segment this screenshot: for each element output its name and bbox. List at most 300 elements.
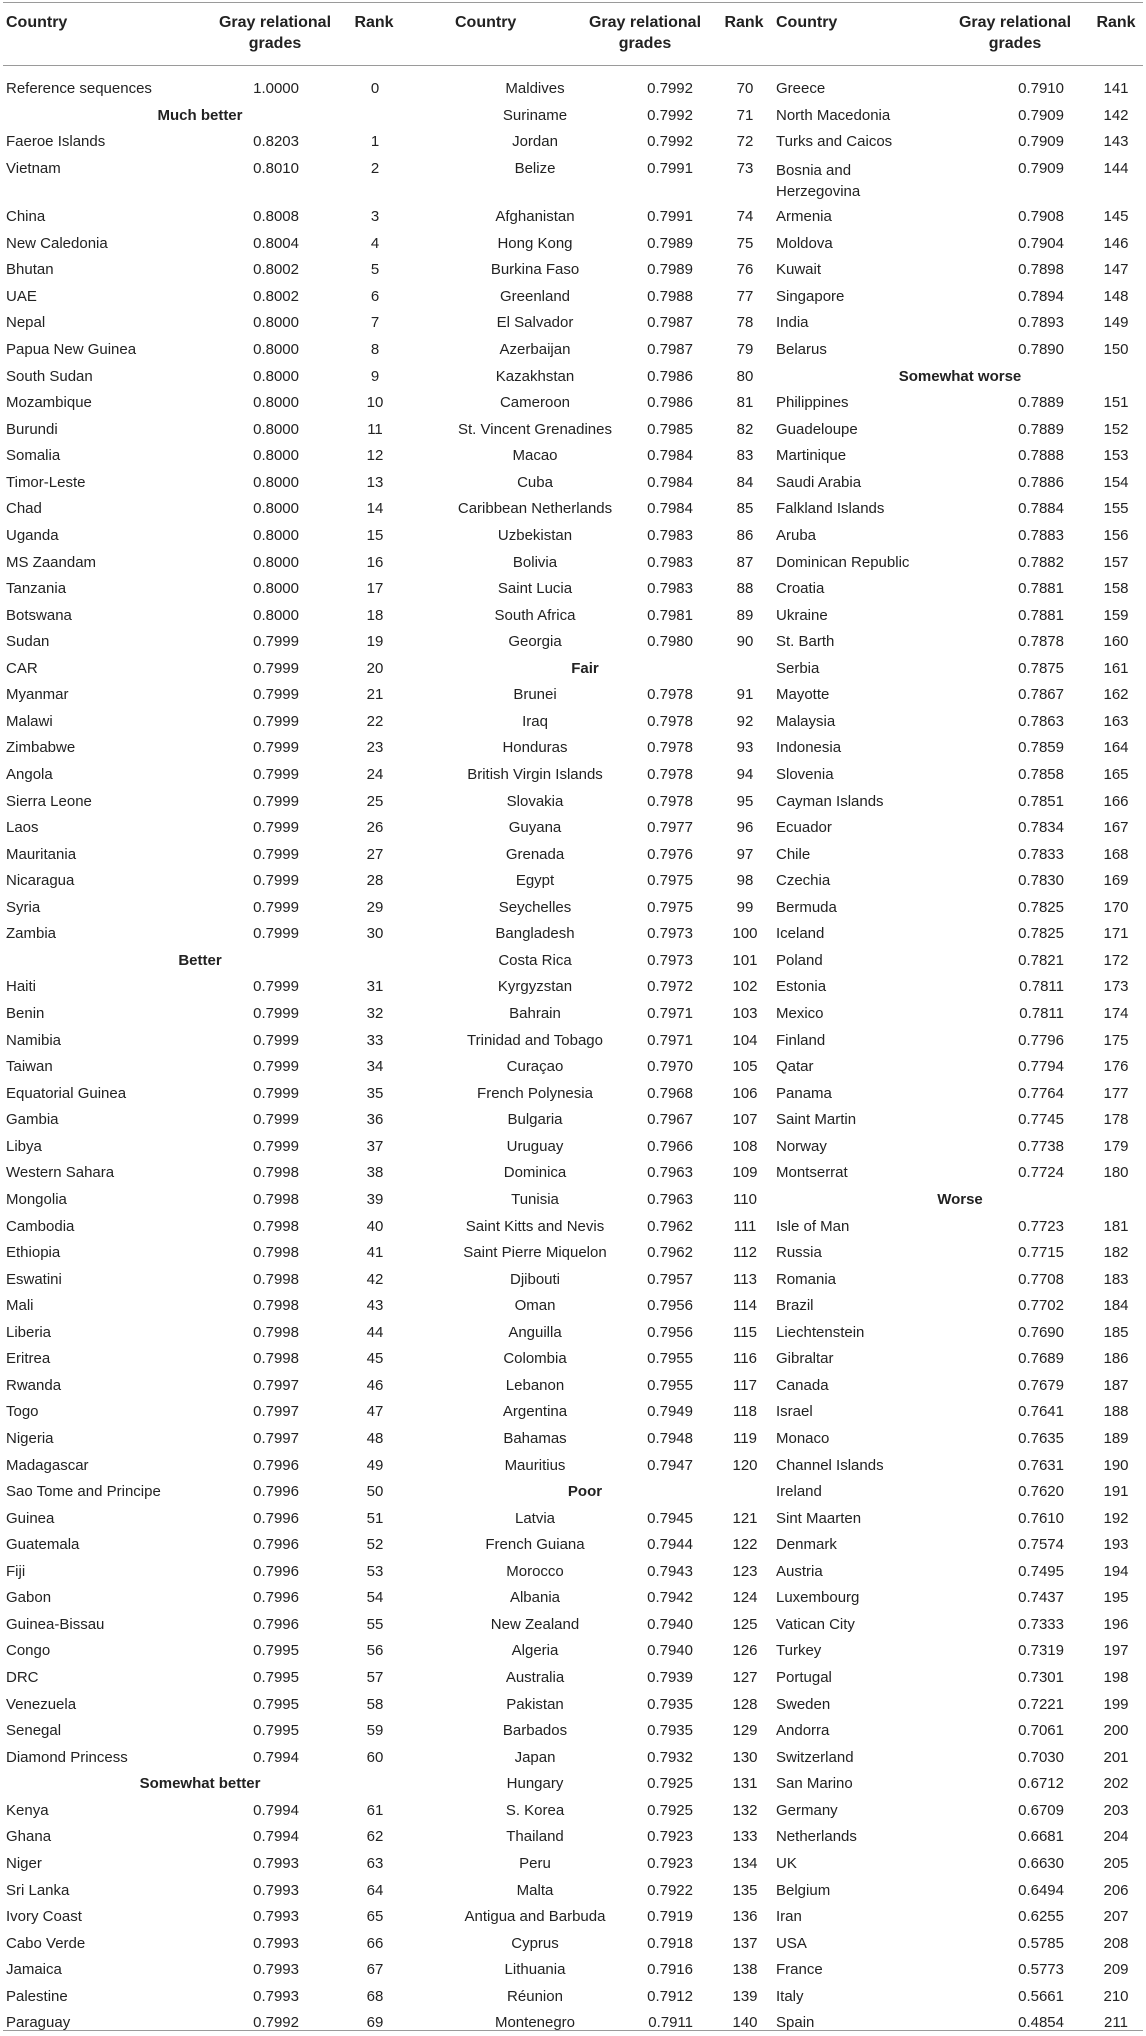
rank-cell: 97: [736, 845, 754, 863]
grade-cell: 0.7978: [647, 739, 693, 757]
rank-cell: 99: [736, 898, 754, 916]
rank-cell: 17: [366, 580, 384, 598]
rank-cell: 130: [732, 1748, 758, 1766]
grade-cell: 0.7301: [1018, 1669, 1064, 1687]
rank-cell: 13: [366, 473, 384, 491]
country-cell: Eswatini: [6, 1270, 62, 1288]
rank-cell: 116: [733, 1350, 757, 1368]
country-cell: Madagascar: [6, 1456, 89, 1474]
grade-cell: 0.7875: [1018, 659, 1064, 677]
grade-cell: 0.7989: [647, 234, 693, 252]
country-cell: Peru: [519, 1854, 551, 1872]
header-country-1: Country: [6, 14, 68, 31]
rank-cell: 152: [1103, 420, 1129, 438]
country-cell: Guinea: [6, 1509, 55, 1527]
grade-cell: 0.7923: [647, 1854, 693, 1872]
grade-cell: 0.7867: [1018, 686, 1064, 704]
country-cell: Pakistan: [506, 1695, 564, 1713]
rank-cell: 193: [1103, 1536, 1129, 1554]
country-cell: Saudi Arabia: [776, 473, 862, 491]
country-cell: South Sudan: [6, 367, 93, 385]
grade-cell: 0.7904: [1018, 234, 1064, 252]
country-cell: Sweden: [776, 1695, 831, 1713]
country-cell: Burundi: [6, 420, 58, 438]
rank-cell: 107: [732, 1111, 758, 1129]
grade-cell: 0.7984: [647, 500, 693, 518]
country-cell: Poland: [776, 951, 823, 969]
country-cell: Belgium: [776, 1881, 831, 1899]
country-cell: Faeroe Islands: [6, 133, 106, 151]
rank-cell: 15: [366, 526, 384, 544]
grade-cell: 0.6681: [1018, 1828, 1064, 1846]
country-cell: Sao Tome and Principe: [6, 1483, 161, 1501]
country-cell: Gambia: [6, 1111, 59, 1129]
grade-cell: 0.8000: [253, 314, 299, 332]
country-cell: India: [776, 314, 809, 332]
rank-cell: 108: [732, 1137, 758, 1155]
rank-cell: 35: [366, 1084, 384, 1102]
rank-cell: 43: [366, 1297, 384, 1315]
country-cell: Latvia: [514, 1509, 556, 1527]
grade-cell: 0.7978: [647, 766, 693, 783]
country-cell: Brazil: [776, 1297, 814, 1315]
grade-cell: 0.7995: [253, 1669, 299, 1687]
grade-cell: 0.7984: [647, 473, 693, 491]
country-cell: Greenland: [499, 287, 571, 305]
rank-cell: 125: [732, 1615, 758, 1633]
rank-cell: 72: [736, 133, 754, 151]
rank-cell: 3: [370, 208, 380, 226]
grade-cell: 0.7620: [1018, 1483, 1064, 1501]
rank-cell: 124: [732, 1589, 758, 1607]
rank-cell: 187: [1103, 1376, 1129, 1394]
section-heading: Much better: [157, 106, 243, 124]
grade-cell: 0.7940: [647, 1615, 693, 1633]
country-cell: Botswana: [6, 606, 72, 624]
grade-cell: 0.8000: [253, 420, 299, 438]
grade-cell: 0.7993: [253, 1987, 299, 2005]
country-cell: Burkina Faso: [490, 261, 580, 279]
country-cell: El Salvador: [496, 314, 574, 332]
country-cell: Jordan: [512, 133, 558, 151]
country-cell: Serbia: [776, 659, 820, 677]
country-cell: Andorra: [776, 1722, 830, 1740]
grade-cell: 0.7996: [253, 1456, 299, 1474]
grade-cell: 0.7999: [253, 978, 299, 996]
country-cell: Bermuda: [776, 898, 837, 916]
rank-cell: 192: [1103, 1509, 1129, 1527]
rank-cell: 36: [366, 1111, 384, 1129]
country-cell: North Macedonia: [776, 106, 891, 124]
country-cell: Czechia: [776, 872, 831, 890]
grade-cell: 0.7996: [253, 1615, 299, 1633]
country-cell: Liechtenstein: [776, 1323, 865, 1341]
grade-cell: 0.8002: [253, 287, 299, 305]
rank-cell: 169: [1103, 872, 1129, 890]
country-cell: Vietnam: [6, 159, 61, 177]
country-cell: Congo: [6, 1642, 51, 1660]
grade-cell: 0.7998: [253, 1297, 299, 1315]
grade-cell: 0.7948: [647, 1430, 693, 1447]
rank-cell: 111: [733, 1217, 757, 1235]
country-cell: Afghanistan: [495, 208, 575, 226]
grade-cell: 0.7997: [253, 1376, 299, 1394]
rank-cell: 32: [366, 1005, 384, 1023]
rank-cell: 77: [736, 287, 754, 305]
grade-cell: 0.7689: [1018, 1350, 1064, 1368]
grade-cell: 0.7724: [1018, 1164, 1064, 1182]
grade-cell: 0.7925: [647, 1775, 693, 1793]
grade-cell: 0.7985: [647, 420, 693, 438]
grade-cell: 0.7889: [1018, 420, 1064, 438]
grade-cell: 0.7992: [647, 80, 693, 97]
grade-cell: 0.7999: [253, 898, 299, 916]
country-cell: Sierra Leone: [6, 792, 92, 810]
grade-cell: 0.7983: [647, 580, 693, 598]
rank-cell: 8: [370, 341, 380, 359]
grade-cell: 0.7968: [647, 1084, 693, 1102]
country-cell: Israel: [776, 1403, 813, 1421]
rank-cell: 150: [1103, 341, 1129, 359]
grade-cell: 0.7925: [647, 1801, 693, 1819]
grade-cell: 0.7940: [647, 1642, 693, 1660]
rank-cell: 168: [1103, 845, 1129, 863]
country-cell: Russia: [776, 1244, 822, 1262]
country-cell: Mauritania: [6, 845, 77, 863]
grade-cell: 0.7999: [253, 819, 299, 837]
rank-cell: 49: [366, 1456, 384, 1474]
grade-cell: 0.7999: [253, 1031, 299, 1049]
country-cell: Hong Kong: [497, 234, 573, 252]
country-cell: San Marino: [776, 1775, 853, 1793]
country-cell: Qatar: [776, 1058, 814, 1076]
rank-cell: 14: [366, 500, 384, 518]
rank-cell: 115: [733, 1323, 757, 1341]
rank-cell: 176: [1103, 1058, 1129, 1076]
grade-cell: 0.7995: [253, 1722, 299, 1740]
country-cell: Croatia: [776, 580, 825, 598]
rank-cell: 182: [1103, 1244, 1129, 1262]
country-cell: Saint Pierre Miquelon: [463, 1244, 607, 1262]
grade-cell: 0.7923: [647, 1828, 693, 1846]
grade-cell: 0.7834: [1018, 819, 1064, 837]
country-cell: Barbados: [502, 1722, 568, 1740]
grade-cell: 0.7988: [647, 287, 693, 305]
grade-cell: 0.8008: [253, 208, 299, 226]
grade-cell: 0.7975: [647, 872, 693, 890]
grade-cell: 0.7858: [1018, 766, 1064, 783]
rank-cell: 103: [732, 1005, 758, 1023]
grade-cell: 0.7991: [647, 159, 693, 177]
country-cell: Palestine: [6, 1987, 68, 2005]
country-cell: Montenegro: [494, 2014, 576, 2032]
grade-cell: 0.7991: [647, 208, 693, 226]
rank-cell: 123: [732, 1562, 758, 1580]
rank-cell: 138: [732, 1961, 758, 1979]
grade-cell: 0.7918: [647, 1934, 693, 1952]
country-cell: Iceland: [776, 925, 825, 943]
country-cell: Bulgaria: [507, 1111, 563, 1129]
grade-cell: 0.7894: [1018, 287, 1064, 305]
country-cell: Somalia: [6, 447, 61, 465]
grade-cell: 0.7495: [1018, 1562, 1064, 1580]
country-cell: Netherlands: [776, 1828, 857, 1846]
grade-cell: 0.7994: [253, 1828, 299, 1846]
rank-cell: 80: [736, 367, 754, 385]
rank-cell: 29: [366, 898, 384, 916]
grade-cell: 0.7943: [647, 1562, 693, 1580]
country-cell: Hungary: [506, 1775, 564, 1793]
country-cell: Guyana: [508, 819, 562, 837]
grade-cell: 0.7983: [647, 553, 693, 571]
country-cell: Timor-Leste: [6, 473, 86, 491]
country-cell: Dominican Republic: [776, 553, 910, 571]
country-cell: UK: [776, 1854, 797, 1872]
country-cell: St. Barth: [776, 633, 835, 651]
country-cell: Uzbekistan: [497, 526, 573, 544]
country-cell: Kenya: [6, 1801, 49, 1819]
rank-cell: 204: [1103, 1828, 1129, 1846]
country-cell: Ghana: [6, 1828, 52, 1846]
rank-cell: 31: [366, 978, 384, 996]
country-cell: Belarus: [776, 341, 827, 359]
rank-cell: 86: [736, 526, 754, 544]
country-cell: Cambodia: [6, 1217, 75, 1235]
grade-cell: 0.7955: [647, 1350, 693, 1368]
grade-cell: 0.7986: [647, 367, 693, 385]
rank-cell: 12: [366, 447, 384, 465]
grade-cell: 0.7989: [647, 261, 693, 279]
grade-cell: 0.7998: [253, 1244, 299, 1262]
grade-cell: 0.7986: [647, 394, 693, 412]
header-rank-1: Rank: [354, 14, 394, 31]
country-cell: Slovenia: [776, 766, 834, 783]
grade-cell: 0.7886: [1018, 473, 1064, 491]
rank-cell: 156: [1103, 526, 1129, 544]
grade-cell: 0.7859: [1018, 739, 1064, 757]
country-cell: Suriname: [502, 106, 568, 124]
grade-cell: 0.7821: [1018, 951, 1064, 969]
country-cell: Sri Lanka: [6, 1881, 70, 1899]
country-cell: Bangladesh: [495, 925, 575, 943]
grade-cell: 0.7641: [1018, 1403, 1064, 1421]
grade-cell: 0.7690: [1018, 1323, 1064, 1341]
country-cell: Jamaica: [6, 1961, 62, 1979]
country-cell: Bahrain: [509, 1005, 561, 1023]
rank-cell: 88: [736, 580, 754, 598]
rank-cell: 65: [366, 1908, 384, 1926]
grade-cell: 0.7631: [1018, 1456, 1064, 1474]
country-cell: Thailand: [506, 1828, 564, 1846]
rank-cell: 148: [1103, 287, 1129, 305]
country-cell: USA: [776, 1934, 807, 1952]
grade-cell: 0.8010: [253, 159, 299, 177]
country-cell: Anguilla: [508, 1323, 562, 1341]
grade-cell: 0.7978: [647, 792, 693, 810]
country-cell: MS Zaandam: [6, 553, 97, 571]
country-cell: Antigua and Barbuda: [464, 1908, 606, 1926]
rank-cell: 201: [1103, 1748, 1129, 1766]
country-cell: Colombia: [503, 1350, 567, 1368]
rank-cell: 41: [366, 1244, 384, 1262]
rank-cell: 153: [1103, 447, 1129, 465]
grade-cell: 0.7574: [1018, 1536, 1064, 1554]
rank-cell: 211: [1104, 2014, 1128, 2032]
rank-cell: 180: [1103, 1164, 1129, 1182]
country-cell: Uruguay: [506, 1137, 564, 1155]
country-cell: Maldives: [505, 80, 565, 97]
rank-cell: 118: [733, 1403, 757, 1421]
grade-cell: 0.8000: [253, 367, 299, 385]
country-cell: Sudan: [6, 633, 50, 651]
country-cell: Indonesia: [776, 739, 842, 757]
country-cell: Luxembourg: [776, 1589, 860, 1607]
grade-cell: 0.7319: [1018, 1642, 1064, 1660]
rank-cell: 83: [736, 447, 754, 465]
rank-cell: 129: [732, 1722, 758, 1740]
grade-cell: 0.5773: [1018, 1961, 1064, 1979]
rank-cell: 167: [1103, 819, 1129, 837]
country-cell: Dominica: [503, 1164, 567, 1182]
grade-cell: 0.7811: [1019, 978, 1064, 996]
country-cell: Fiji: [6, 1562, 26, 1580]
rank-cell: 133: [732, 1828, 758, 1846]
country-cell: Senegal: [6, 1722, 62, 1740]
rank-cell: 69: [366, 2014, 384, 2032]
grade-cell: 0.8004: [253, 234, 299, 252]
country-cell: Réunion: [507, 1987, 563, 2005]
grade-cell: 0.7983: [647, 526, 693, 544]
rank-cell: 4: [370, 234, 380, 252]
rank-cell: 149: [1103, 314, 1129, 332]
country-cell: Tanzania: [6, 580, 67, 598]
section-heading: Fair: [571, 659, 599, 677]
rank-cell: 128: [732, 1695, 758, 1713]
rank-cell: 106: [732, 1084, 758, 1102]
grade-cell: 0.7956: [647, 1323, 693, 1341]
grade-cell: 0.5785: [1018, 1934, 1064, 1952]
grade-cell: 0.7738: [1018, 1137, 1064, 1155]
grade-cell: 0.7794: [1018, 1058, 1064, 1076]
rank-cell: 186: [1103, 1350, 1129, 1368]
table-top-rule: [3, 2, 1143, 3]
grade-cell: 0.6630: [1018, 1854, 1064, 1872]
grade-cell: 0.7978: [647, 712, 693, 730]
country-cell: Portugal: [776, 1669, 832, 1687]
country-cell: Argentina: [502, 1403, 568, 1421]
grade-cell: 0.7947: [647, 1456, 693, 1474]
grade-cell: 0.7635: [1018, 1430, 1064, 1447]
rank-cell: 85: [736, 500, 754, 518]
grade-cell: 0.7966: [647, 1137, 693, 1155]
grade-cell: 0.7999: [253, 766, 299, 783]
grade-cell: 0.7999: [253, 1111, 299, 1129]
grade-cell: 0.7999: [253, 633, 299, 651]
rank-cell: 96: [736, 819, 754, 837]
grade-cell: 0.6709: [1018, 1801, 1064, 1819]
grade-cell: 0.7999: [253, 792, 299, 810]
rank-cell: 61: [366, 1801, 384, 1819]
grade-cell: 0.7851: [1018, 792, 1064, 810]
rank-cell: 74: [736, 208, 754, 226]
grade-cell: 0.8000: [253, 580, 299, 598]
country-cell: Trinidad and Tobago: [467, 1031, 603, 1049]
rank-cell: 6: [370, 287, 380, 305]
country-cell: S. Korea: [505, 1801, 565, 1819]
country-cell: Chad: [6, 500, 42, 518]
country-cell: Montserrat: [776, 1164, 848, 1182]
country-cell: Costa Rica: [498, 951, 572, 969]
rank-cell: 56: [366, 1642, 384, 1660]
rank-cell: 9: [370, 367, 380, 385]
rank-cell: 144: [1103, 159, 1129, 177]
country-cell: Australia: [505, 1669, 565, 1687]
rank-cell: 194: [1103, 1562, 1129, 1580]
rank-cell: 173: [1103, 978, 1129, 996]
rank-cell: 127: [732, 1669, 758, 1687]
rank-cell: 135: [732, 1881, 758, 1899]
country-cell: Mozambique: [6, 394, 92, 412]
grade-cell: 0.7061: [1018, 1722, 1064, 1740]
rank-cell: 209: [1103, 1961, 1129, 1979]
country-cell: Syria: [6, 898, 41, 916]
grade-cell: 0.7912: [647, 1987, 693, 2005]
country-cell: Papua New Guinea: [6, 341, 137, 359]
rank-cell: 47: [366, 1403, 384, 1421]
country-cell: Cuba: [517, 473, 553, 491]
country-cell: Vatican City: [776, 1615, 855, 1633]
grade-cell: 0.8002: [253, 261, 299, 279]
country-cell: Belize: [514, 159, 556, 177]
country-cell: Ivory Coast: [6, 1908, 82, 1926]
rank-cell: 195: [1103, 1589, 1129, 1607]
country-cell: Sint Maarten: [776, 1509, 862, 1527]
rank-cell: 38: [366, 1164, 384, 1182]
header-rule: [3, 65, 1143, 66]
rank-cell: 154: [1103, 473, 1129, 491]
grade-cell: 0.7890: [1018, 341, 1064, 359]
rank-cell: 141: [1103, 80, 1129, 97]
section-heading: Somewhat worse: [898, 367, 1022, 385]
country-cell: Paraguay: [6, 2014, 71, 2032]
grade-cell: 0.7888: [1018, 447, 1064, 465]
rank-cell: 58: [366, 1695, 384, 1713]
rank-cell: 177: [1103, 1084, 1129, 1102]
country-cell: Angola: [6, 766, 53, 783]
grade-cell: 0.7999: [253, 1005, 299, 1023]
rank-cell: 19: [366, 633, 384, 651]
country-cell: Malta: [516, 1881, 554, 1899]
country-cell: Iran: [776, 1908, 802, 1926]
country-cell: Germany: [776, 1801, 838, 1819]
grade-cell: 0.7998: [253, 1270, 299, 1288]
rank-cell: 22: [366, 712, 384, 730]
country-cell: Curaçao: [506, 1058, 564, 1076]
grade-cell: 0.7998: [253, 1350, 299, 1368]
grade-cell: 0.7992: [647, 106, 693, 124]
rank-cell: 110: [733, 1190, 757, 1208]
rank-cell: 48: [366, 1430, 384, 1447]
rank-cell: 190: [1103, 1456, 1129, 1474]
rank-cell: 53: [366, 1562, 384, 1580]
country-cell: Zimbabwe: [6, 739, 76, 757]
country-cell: Spain: [776, 2014, 815, 2032]
grade-cell: 0.7973: [647, 925, 693, 943]
rank-cell: 155: [1103, 500, 1129, 518]
grade-cell: 0.7944: [647, 1536, 693, 1554]
grade-cell: 0.7702: [1018, 1297, 1064, 1315]
rank-cell: 66: [366, 1934, 384, 1952]
